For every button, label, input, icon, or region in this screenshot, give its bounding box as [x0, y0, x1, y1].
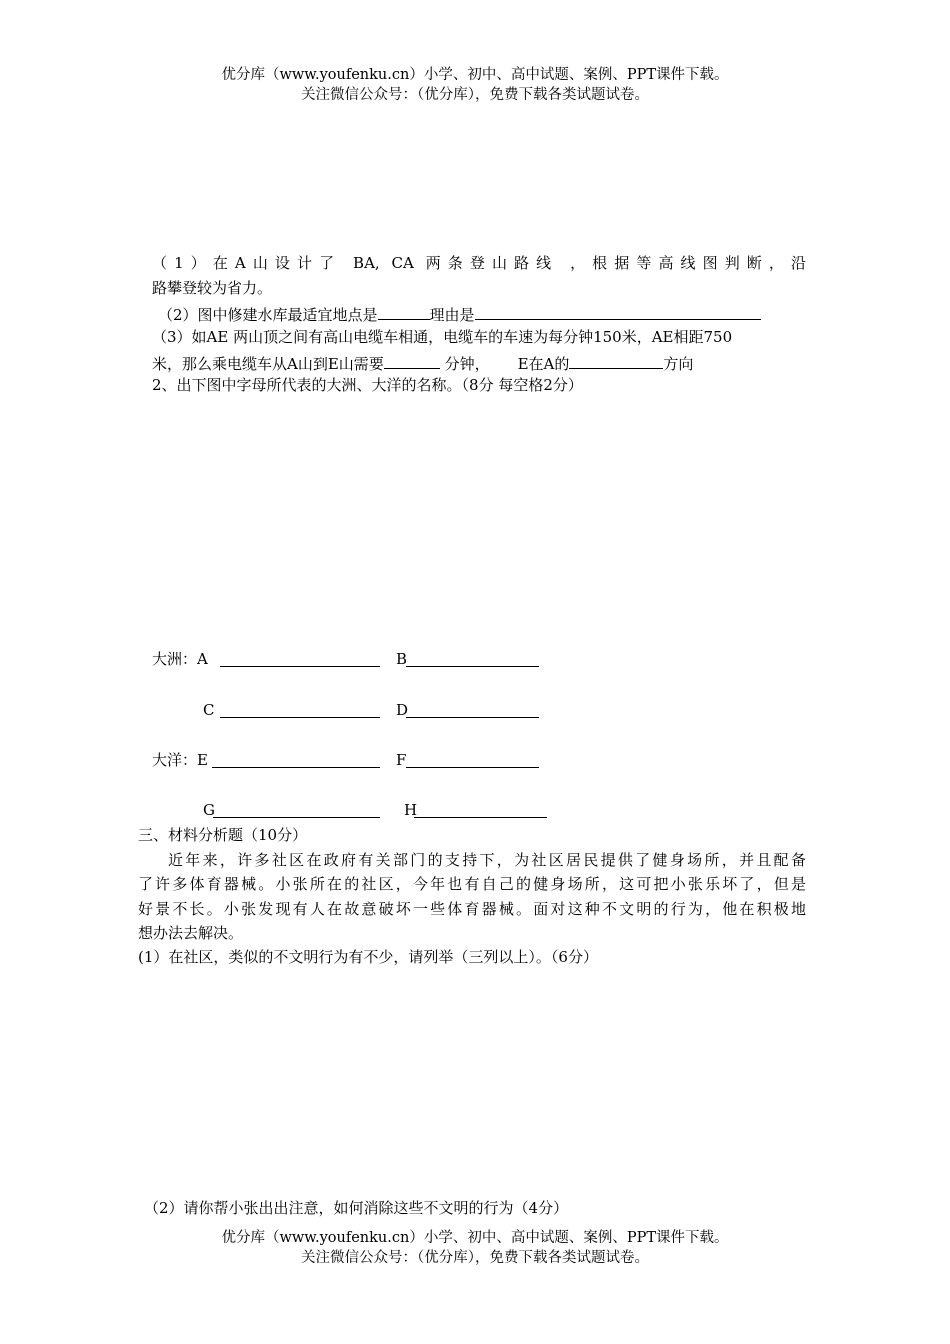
q1-part3-text-d: 方向: [663, 355, 694, 373]
q1-part2-prefix: （2）图中修建水库最适宜地点是: [158, 306, 378, 324]
minutes-blank[interactable]: [384, 354, 440, 369]
section3-para-line1: 近年来，许多社区在政府有关部门的支持下，为社区居民提供了健身场所，并且配备: [168, 851, 806, 869]
q1-part3-text-b: 分钟，: [439, 355, 490, 373]
header-line-1: 优分库（www.youfenku.cn）小学、初中、高中试题、案例、PPT课件下载。: [221, 67, 729, 83]
section3-para-line2: 了许多体育器械。小张所在的社区，今年也有自己的健身场所，这可把小张乐坏了，但是: [138, 875, 806, 893]
section3-para-line3: 好景不长。小张发现有人在故意破坏一些体育器械。面对这种不文明的行为，他在积极地: [138, 900, 806, 918]
q1-part3-line1: （3）如AE 两山顶之间有高山电缆车相通，电缆车的车速为每分钟150米，AE相距750: [152, 328, 733, 346]
answer-blank-H[interactable]: [414, 803, 547, 818]
section3-question-2: （2）请你帮小张出出注意，如何消除这些不文明的行为（4分）: [144, 1199, 569, 1217]
answer-blank-F[interactable]: [406, 753, 539, 768]
section3-question-1: (1）在社区，类似的不文明行为有不少，请列举（三列以上）。（6分）: [138, 948, 598, 966]
q1-part1-line1: （1）在A山设计了 BA, CA 两条登山路线 ，根据等高线图判断，沿: [152, 254, 806, 272]
letter-A: A: [197, 650, 208, 668]
answer-blank-E[interactable]: [212, 753, 380, 768]
letter-E: E: [197, 751, 208, 769]
q1-part2-reason-label: 理由是: [429, 306, 475, 324]
section3-para-line4: 想办法去解决。: [138, 924, 244, 942]
q1-part3-text-c: E在A的: [517, 355, 570, 373]
letter-G: G: [203, 801, 215, 819]
footer-line-1: 优分库（www.youfenku.cn）小学、初中、高中试题、案例、PPT课件下载。: [221, 1230, 729, 1246]
answer-blank-C[interactable]: [220, 703, 380, 718]
answer-blank-G[interactable]: [213, 803, 380, 818]
section3-title: 三、材料分析题（10分）: [138, 826, 308, 844]
q1-part2: [158, 305, 761, 323]
direction-blank[interactable]: [569, 354, 663, 369]
answer-blank-B[interactable]: [406, 652, 539, 667]
letter-B: B: [396, 650, 408, 668]
letter-D: D: [396, 701, 409, 719]
reservoir-site-blank[interactable]: [378, 305, 430, 320]
answer-blank-A[interactable]: [220, 652, 380, 667]
answer-blank-D[interactable]: [406, 703, 539, 718]
ocean-row-1: [152, 753, 208, 768]
q1-part3-line2: [152, 354, 693, 372]
continent-label: 大洲：: [152, 650, 198, 668]
footer-line-2: 关注微信公众号：（优分库），免费下载各类试题试卷。: [301, 1250, 649, 1266]
header-line-2: 关注微信公众号：（优分库），免费下载各类试题试卷。: [301, 87, 649, 103]
continent-row-1: [152, 652, 208, 667]
letter-H: H: [404, 801, 418, 819]
letter-F: F: [396, 751, 407, 769]
q1-part1-line2: 路攀登较为省力。: [152, 279, 273, 297]
letter-C: C: [203, 701, 215, 719]
ocean-label: 大洋：: [152, 751, 198, 769]
q1-part3-text-a: 米，那么乘电缆车从A山到E山需要: [152, 355, 384, 373]
q2-title: 2、出下图中字母所代表的大洲、大洋的名称。（8分 每空格2分）: [152, 376, 583, 394]
reason-blank[interactable]: [475, 305, 761, 320]
